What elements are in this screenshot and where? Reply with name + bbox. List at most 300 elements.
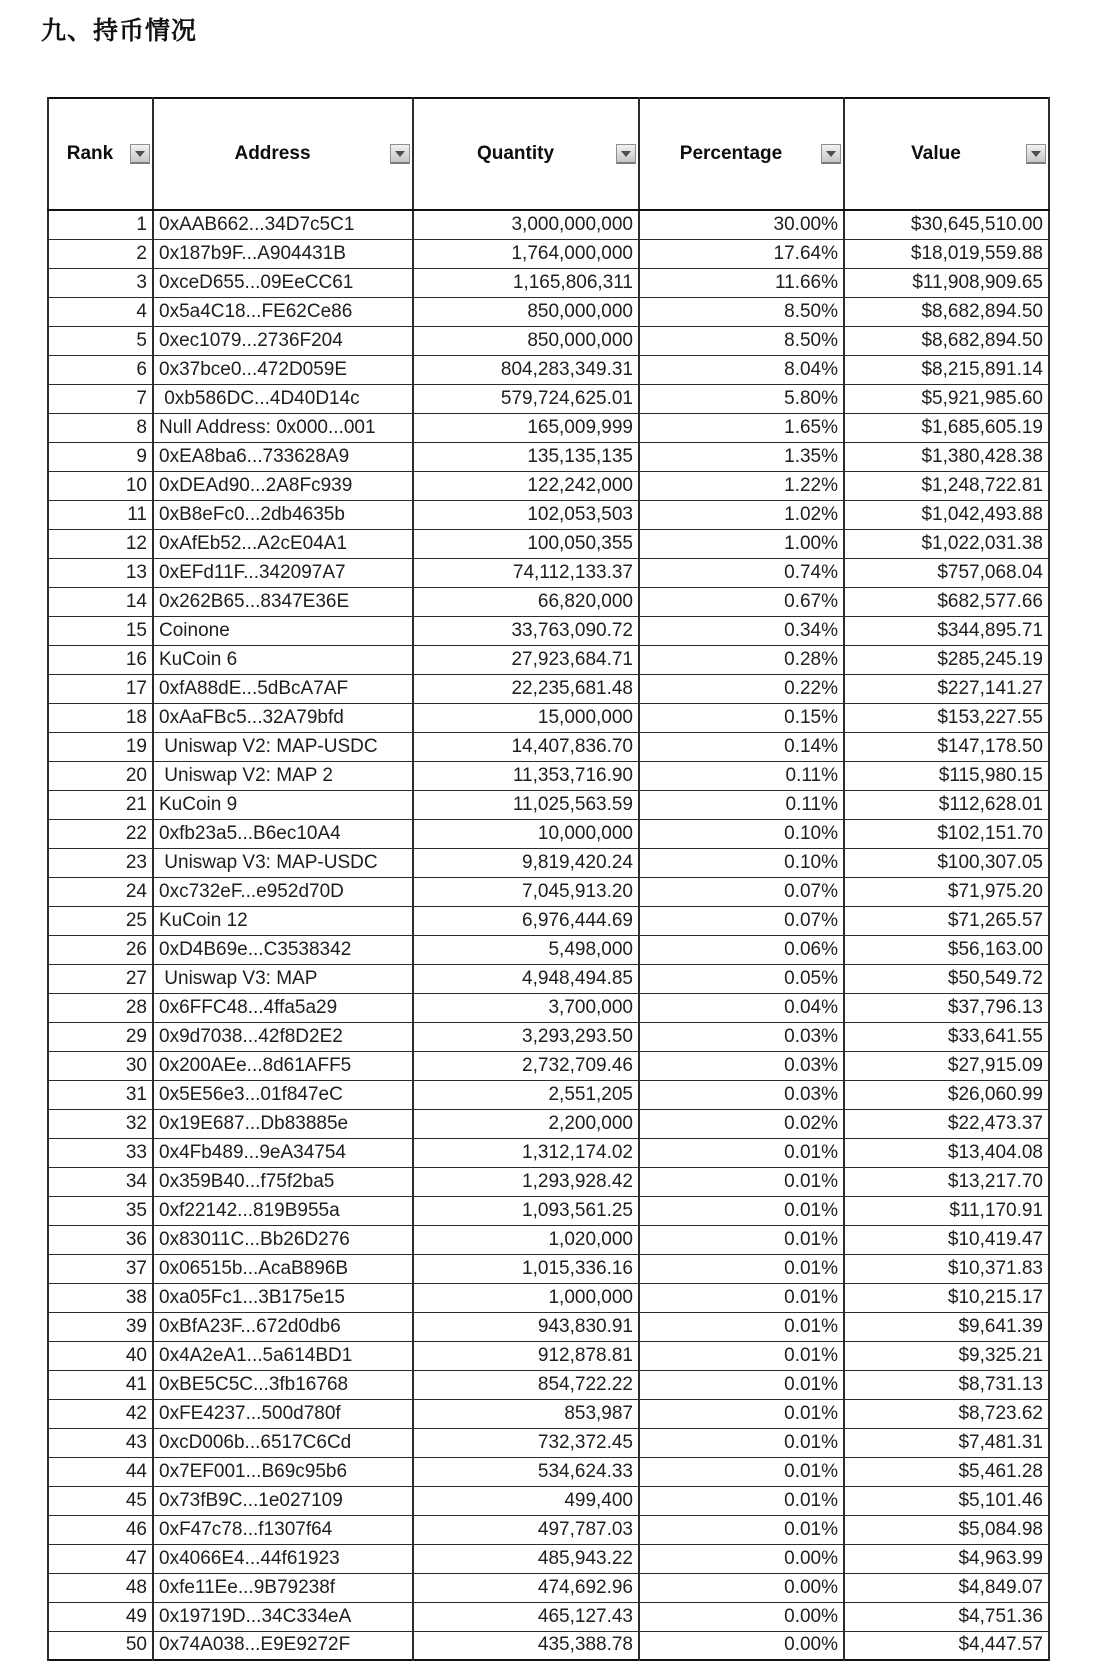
quantity-cell: 732,372.45 — [413, 1428, 639, 1457]
value-cell: $7,481.31 — [844, 1428, 1049, 1457]
value-cell: $8,682,894.50 — [844, 297, 1049, 326]
percentage-cell: 0.01% — [639, 1254, 844, 1283]
value-cell: $1,248,722.81 — [844, 471, 1049, 500]
rank-cell: 50 — [48, 1631, 153, 1660]
address-cell: Coinone — [153, 616, 413, 645]
address-cell: 0xa05Fc1...3B175e15 — [153, 1283, 413, 1312]
percentage-cell: 0.10% — [639, 848, 844, 877]
table-row — [48, 326, 1049, 355]
filter-dropdown-icon — [621, 151, 631, 157]
table-row — [48, 935, 1049, 964]
column-header-label: Address — [234, 143, 311, 164]
address-cell: Uniswap V2: MAP-USDC — [153, 732, 413, 761]
column-header-value — [844, 98, 1049, 210]
quantity-cell: 122,242,000 — [413, 471, 639, 500]
percentage-cell: 1.35% — [639, 442, 844, 471]
value-cell: $30,645,510.00 — [844, 210, 1049, 239]
rank-cell: 49 — [48, 1602, 153, 1631]
table-row — [48, 1225, 1049, 1254]
quantity-cell: 943,830.91 — [413, 1312, 639, 1341]
percentage-cell: 0.04% — [639, 993, 844, 1022]
address-cell: 0xfe11Ee...9B79238f — [153, 1573, 413, 1602]
quantity-cell: 2,200,000 — [413, 1109, 639, 1138]
rank-cell: 12 — [48, 529, 153, 558]
value-cell: $22,473.37 — [844, 1109, 1049, 1138]
quantity-cell: 1,312,174.02 — [413, 1138, 639, 1167]
rank-cell: 1 — [48, 210, 153, 239]
percentage-cell: 17.64% — [639, 239, 844, 268]
rank-cell: 33 — [48, 1138, 153, 1167]
value-cell: $757,068.04 — [844, 558, 1049, 587]
percentage-cell: 0.00% — [639, 1544, 844, 1573]
table-row — [48, 674, 1049, 703]
value-cell: $10,371.83 — [844, 1254, 1049, 1283]
value-cell: $11,170.91 — [844, 1196, 1049, 1225]
rank-cell: 6 — [48, 355, 153, 384]
rank-cell: 10 — [48, 471, 153, 500]
rank-cell: 43 — [48, 1428, 153, 1457]
quantity-cell: 534,624.33 — [413, 1457, 639, 1486]
value-cell: $71,975.20 — [844, 877, 1049, 906]
value-cell: $5,084.98 — [844, 1515, 1049, 1544]
percentage-cell: 0.00% — [639, 1573, 844, 1602]
quantity-cell: 15,000,000 — [413, 703, 639, 732]
rank-cell: 27 — [48, 964, 153, 993]
column-header-label: Value — [911, 143, 961, 164]
table-row — [48, 1109, 1049, 1138]
rank-cell: 21 — [48, 790, 153, 819]
quantity-cell: 804,283,349.31 — [413, 355, 639, 384]
value-cell: $27,915.09 — [844, 1051, 1049, 1080]
rank-cell: 4 — [48, 297, 153, 326]
table-row — [48, 1486, 1049, 1515]
address-cell: 0x83011C...Bb26D276 — [153, 1225, 413, 1254]
quantity-cell: 6,976,444.69 — [413, 906, 639, 935]
address-cell: KuCoin 12 — [153, 906, 413, 935]
percentage-cell: 0.07% — [639, 877, 844, 906]
percentage-cell: 11.66% — [639, 268, 844, 297]
rank-cell: 38 — [48, 1283, 153, 1312]
address-cell: 0x7EF001...B69c95b6 — [153, 1457, 413, 1486]
table-row — [48, 1167, 1049, 1196]
page-title: 九、持币情况 — [41, 17, 198, 45]
address-cell: Uniswap V2: MAP 2 — [153, 761, 413, 790]
quantity-cell: 102,053,503 — [413, 500, 639, 529]
quantity-cell: 465,127.43 — [413, 1602, 639, 1631]
percentage-cell: 0.01% — [639, 1341, 844, 1370]
address-cell: 0xD4B69e...C3538342 — [153, 935, 413, 964]
address-cell: KuCoin 6 — [153, 645, 413, 674]
address-cell: 0x5a4C18...FE62Ce86 — [153, 297, 413, 326]
table-row — [48, 1341, 1049, 1370]
value-cell: $10,215.17 — [844, 1283, 1049, 1312]
table-row — [48, 1080, 1049, 1109]
address-cell: 0x9d7038...42f8D2E2 — [153, 1022, 413, 1051]
percentage-cell: 8.50% — [639, 326, 844, 355]
value-cell: $227,141.27 — [844, 674, 1049, 703]
quantity-cell: 11,025,563.59 — [413, 790, 639, 819]
rank-cell: 13 — [48, 558, 153, 587]
rank-cell: 45 — [48, 1486, 153, 1515]
value-cell: $26,060.99 — [844, 1080, 1049, 1109]
filter-button-address[interactable] — [390, 144, 410, 164]
quantity-cell: 165,009,999 — [413, 413, 639, 442]
percentage-cell: 0.00% — [639, 1631, 844, 1660]
address-cell: 0xfb23a5...B6ec10A4 — [153, 819, 413, 848]
table-row — [48, 297, 1049, 326]
value-cell: $1,685,605.19 — [844, 413, 1049, 442]
quantity-cell: 435,388.78 — [413, 1631, 639, 1660]
address-cell: 0xBfA23F...672d0db6 — [153, 1312, 413, 1341]
percentage-cell: 0.02% — [639, 1109, 844, 1138]
percentage-cell: 0.11% — [639, 761, 844, 790]
value-cell: $71,265.57 — [844, 906, 1049, 935]
table-row — [48, 732, 1049, 761]
rank-cell: 7 — [48, 384, 153, 413]
holders-table-body — [48, 210, 1049, 1660]
quantity-cell: 853,987 — [413, 1399, 639, 1428]
value-cell: $5,921,985.60 — [844, 384, 1049, 413]
quantity-cell: 9,819,420.24 — [413, 848, 639, 877]
rank-cell: 31 — [48, 1080, 153, 1109]
quantity-cell: 1,764,000,000 — [413, 239, 639, 268]
table-row — [48, 1312, 1049, 1341]
table-row — [48, 384, 1049, 413]
quantity-cell: 850,000,000 — [413, 326, 639, 355]
percentage-cell: 0.01% — [639, 1428, 844, 1457]
percentage-cell: 1.02% — [639, 500, 844, 529]
quantity-cell: 485,943.22 — [413, 1544, 639, 1573]
column-header-percentage — [639, 98, 844, 210]
value-cell: $1,380,428.38 — [844, 442, 1049, 471]
address-cell: 0x73fB9C...1e027109 — [153, 1486, 413, 1515]
quantity-cell: 1,015,336.16 — [413, 1254, 639, 1283]
address-cell: 0xAaFBc5...32A79bfd — [153, 703, 413, 732]
percentage-cell: 0.01% — [639, 1225, 844, 1254]
rank-cell: 15 — [48, 616, 153, 645]
table-row — [48, 616, 1049, 645]
value-cell: $9,641.39 — [844, 1312, 1049, 1341]
quantity-cell: 22,235,681.48 — [413, 674, 639, 703]
quantity-cell: 2,732,709.46 — [413, 1051, 639, 1080]
address-cell: 0x187b9F...A904431B — [153, 239, 413, 268]
address-cell: 0x19719D...34C334eA — [153, 1602, 413, 1631]
table-row — [48, 1602, 1049, 1631]
table-row — [48, 1283, 1049, 1312]
rank-cell: 28 — [48, 993, 153, 1022]
address-cell: 0xBE5C5C...3fb16768 — [153, 1370, 413, 1399]
table-row — [48, 877, 1049, 906]
quantity-cell: 11,353,716.90 — [413, 761, 639, 790]
rank-cell: 23 — [48, 848, 153, 877]
percentage-cell: 0.67% — [639, 587, 844, 616]
percentage-cell: 30.00% — [639, 210, 844, 239]
address-cell: 0xec1079...2736F204 — [153, 326, 413, 355]
address-cell: 0xAfEb52...A2cE04A1 — [153, 529, 413, 558]
value-cell: $153,227.55 — [844, 703, 1049, 732]
rank-cell: 37 — [48, 1254, 153, 1283]
address-cell: 0xc732eF...e952d70D — [153, 877, 413, 906]
percentage-cell: 0.01% — [639, 1312, 844, 1341]
percentage-cell: 1.65% — [639, 413, 844, 442]
table-row — [48, 587, 1049, 616]
column-header-label: Rank — [66, 143, 114, 164]
quantity-cell: 912,878.81 — [413, 1341, 639, 1370]
rank-cell: 30 — [48, 1051, 153, 1080]
table-row — [48, 471, 1049, 500]
rank-cell: 24 — [48, 877, 153, 906]
percentage-cell: 0.05% — [639, 964, 844, 993]
address-cell: Uniswap V3: MAP — [153, 964, 413, 993]
rank-cell: 14 — [48, 587, 153, 616]
address-cell: 0x5E56e3...01f847eC — [153, 1080, 413, 1109]
table-row — [48, 1399, 1049, 1428]
quantity-cell: 4,948,494.85 — [413, 964, 639, 993]
percentage-cell: 0.11% — [639, 790, 844, 819]
address-cell: 0xAAB662...34D7c5C1 — [153, 210, 413, 239]
percentage-cell: 1.00% — [639, 529, 844, 558]
rank-cell: 17 — [48, 674, 153, 703]
column-header-rank — [48, 98, 153, 210]
table-row — [48, 848, 1049, 877]
address-cell: 0x4066E4...44f61923 — [153, 1544, 413, 1573]
address-cell: 0x6FFC48...4ffa5a29 — [153, 993, 413, 1022]
percentage-cell: 0.15% — [639, 703, 844, 732]
address-cell: 0xEFd11F...342097A7 — [153, 558, 413, 587]
table-row — [48, 413, 1049, 442]
percentage-cell: 0.03% — [639, 1080, 844, 1109]
header-row — [48, 98, 1049, 210]
filter-dropdown-icon — [826, 151, 836, 157]
address-cell: 0x359B40...f75f2ba5 — [153, 1167, 413, 1196]
table-row — [48, 1370, 1049, 1399]
table-row — [48, 529, 1049, 558]
quantity-cell: 1,093,561.25 — [413, 1196, 639, 1225]
quantity-cell: 10,000,000 — [413, 819, 639, 848]
percentage-cell: 0.03% — [639, 1051, 844, 1080]
percentage-cell: 0.01% — [639, 1370, 844, 1399]
filter-button-quantity[interactable] — [616, 144, 636, 164]
percentage-cell: 0.14% — [639, 732, 844, 761]
percentage-cell: 0.01% — [639, 1138, 844, 1167]
table-row — [48, 558, 1049, 587]
table-row — [48, 442, 1049, 471]
quantity-cell: 66,820,000 — [413, 587, 639, 616]
percentage-cell: 0.06% — [639, 935, 844, 964]
address-cell: 0xB8eFc0...2db4635b — [153, 500, 413, 529]
address-cell: 0x06515b...AcaB896B — [153, 1254, 413, 1283]
quantity-cell: 3,293,293.50 — [413, 1022, 639, 1051]
value-cell: $9,325.21 — [844, 1341, 1049, 1370]
quantity-cell: 1,000,000 — [413, 1283, 639, 1312]
percentage-cell: 0.34% — [639, 616, 844, 645]
column-header-quantity — [413, 98, 639, 210]
table-row — [48, 1138, 1049, 1167]
quantity-cell: 27,923,684.71 — [413, 645, 639, 674]
rank-cell: 25 — [48, 906, 153, 935]
rank-cell: 46 — [48, 1515, 153, 1544]
address-cell: 0xb586DC...4D40D14c — [153, 384, 413, 413]
address-cell: 0xDEAd90...2A8Fc939 — [153, 471, 413, 500]
quantity-cell: 3,700,000 — [413, 993, 639, 1022]
quantity-cell: 474,692.96 — [413, 1573, 639, 1602]
rank-cell: 11 — [48, 500, 153, 529]
table-row — [48, 819, 1049, 848]
table-row — [48, 500, 1049, 529]
value-cell: $4,963.99 — [844, 1544, 1049, 1573]
rank-cell: 42 — [48, 1399, 153, 1428]
value-cell: $13,404.08 — [844, 1138, 1049, 1167]
table-row — [48, 761, 1049, 790]
address-cell: 0xceD655...09EeCC61 — [153, 268, 413, 297]
address-cell: 0xF47c78...f1307f64 — [153, 1515, 413, 1544]
address-cell: KuCoin 9 — [153, 790, 413, 819]
rank-cell: 19 — [48, 732, 153, 761]
rank-cell: 40 — [48, 1341, 153, 1370]
value-cell: $4,751.36 — [844, 1602, 1049, 1631]
percentage-cell: 8.50% — [639, 297, 844, 326]
value-cell: $5,101.46 — [844, 1486, 1049, 1515]
rank-cell: 47 — [48, 1544, 153, 1573]
rank-cell: 29 — [48, 1022, 153, 1051]
percentage-cell: 0.01% — [639, 1167, 844, 1196]
percentage-cell: 8.04% — [639, 355, 844, 384]
table-row — [48, 1051, 1049, 1080]
value-cell: $1,042,493.88 — [844, 500, 1049, 529]
rank-cell: 44 — [48, 1457, 153, 1486]
table-row — [48, 1573, 1049, 1602]
rank-cell: 9 — [48, 442, 153, 471]
table-row — [48, 993, 1049, 1022]
value-cell: $37,796.13 — [844, 993, 1049, 1022]
percentage-cell: 0.10% — [639, 819, 844, 848]
table-row — [48, 1022, 1049, 1051]
filter-button-rank[interactable] — [130, 144, 150, 164]
quantity-cell: 497,787.03 — [413, 1515, 639, 1544]
quantity-cell: 579,724,625.01 — [413, 384, 639, 413]
value-cell: $18,019,559.88 — [844, 239, 1049, 268]
table-row — [48, 703, 1049, 732]
table-row — [48, 239, 1049, 268]
table-row — [48, 790, 1049, 819]
value-cell: $112,628.01 — [844, 790, 1049, 819]
filter-dropdown-icon — [135, 151, 145, 157]
holders-table — [47, 97, 1050, 1661]
address-cell: Null Address: 0x000...001 — [153, 413, 413, 442]
value-cell: $115,980.15 — [844, 761, 1049, 790]
percentage-cell: 0.07% — [639, 906, 844, 935]
value-cell: $147,178.50 — [844, 732, 1049, 761]
percentage-cell: 0.01% — [639, 1457, 844, 1486]
table-row — [48, 355, 1049, 384]
rank-cell: 18 — [48, 703, 153, 732]
table-row — [48, 1196, 1049, 1225]
address-cell: 0x4A2eA1...5a614BD1 — [153, 1341, 413, 1370]
quantity-cell: 854,722.22 — [413, 1370, 639, 1399]
quantity-cell: 74,112,133.37 — [413, 558, 639, 587]
address-cell: 0x19E687...Db83885e — [153, 1109, 413, 1138]
value-cell: $5,461.28 — [844, 1457, 1049, 1486]
percentage-cell: 0.01% — [639, 1196, 844, 1225]
value-cell: $682,577.66 — [844, 587, 1049, 616]
table-row — [48, 1544, 1049, 1573]
percentage-cell: 0.00% — [639, 1602, 844, 1631]
address-cell: 0x37bce0...472D059E — [153, 355, 413, 384]
value-cell: $100,307.05 — [844, 848, 1049, 877]
rank-cell: 5 — [48, 326, 153, 355]
rank-cell: 26 — [48, 935, 153, 964]
percentage-cell: 0.28% — [639, 645, 844, 674]
percentage-cell: 0.01% — [639, 1283, 844, 1312]
rank-cell: 39 — [48, 1312, 153, 1341]
value-cell: $8,731.13 — [844, 1370, 1049, 1399]
column-header-label: Quantity — [476, 143, 555, 164]
value-cell: $33,641.55 — [844, 1022, 1049, 1051]
address-cell: 0xEA8ba6...733628A9 — [153, 442, 413, 471]
value-cell: $8,723.62 — [844, 1399, 1049, 1428]
percentage-cell: 0.01% — [639, 1515, 844, 1544]
rank-cell: 8 — [48, 413, 153, 442]
quantity-cell: 3,000,000,000 — [413, 210, 639, 239]
value-cell: $8,215,891.14 — [844, 355, 1049, 384]
filter-dropdown-icon — [1031, 151, 1041, 157]
address-cell: 0x4Fb489...9eA34754 — [153, 1138, 413, 1167]
rank-cell: 22 — [48, 819, 153, 848]
quantity-cell: 2,551,205 — [413, 1080, 639, 1109]
rank-cell: 20 — [48, 761, 153, 790]
percentage-cell: 0.22% — [639, 674, 844, 703]
value-cell: $1,022,031.38 — [844, 529, 1049, 558]
percentage-cell: 0.03% — [639, 1022, 844, 1051]
value-cell: $8,682,894.50 — [844, 326, 1049, 355]
table-row — [48, 1631, 1049, 1660]
quantity-cell: 1,293,928.42 — [413, 1167, 639, 1196]
quantity-cell: 1,020,000 — [413, 1225, 639, 1254]
quantity-cell: 135,135,135 — [413, 442, 639, 471]
address-cell: 0x262B65...8347E36E — [153, 587, 413, 616]
address-cell: 0xcD006b...6517C6Cd — [153, 1428, 413, 1457]
filter-button-value[interactable] — [1026, 144, 1046, 164]
quantity-cell: 33,763,090.72 — [413, 616, 639, 645]
value-cell: $11,908,909.65 — [844, 268, 1049, 297]
value-cell: $4,849.07 — [844, 1573, 1049, 1602]
value-cell: $102,151.70 — [844, 819, 1049, 848]
quantity-cell: 100,050,355 — [413, 529, 639, 558]
percentage-cell: 0.01% — [639, 1486, 844, 1515]
column-header-label: Percentage — [679, 143, 783, 164]
value-cell: $50,549.72 — [844, 964, 1049, 993]
rank-cell: 34 — [48, 1167, 153, 1196]
value-cell: $4,447.57 — [844, 1631, 1049, 1660]
filter-button-percentage[interactable] — [821, 144, 841, 164]
table-row — [48, 906, 1049, 935]
rank-cell: 32 — [48, 1109, 153, 1138]
rank-cell: 41 — [48, 1370, 153, 1399]
table-row — [48, 268, 1049, 297]
address-cell: 0x74A038...E9E9272F — [153, 1631, 413, 1660]
table-row — [48, 1254, 1049, 1283]
table-row — [48, 964, 1049, 993]
table-row — [48, 210, 1049, 239]
quantity-cell: 850,000,000 — [413, 297, 639, 326]
rank-cell: 2 — [48, 239, 153, 268]
rank-cell: 3 — [48, 268, 153, 297]
quantity-cell: 14,407,836.70 — [413, 732, 639, 761]
quantity-cell: 499,400 — [413, 1486, 639, 1515]
rank-cell: 16 — [48, 645, 153, 674]
percentage-cell: 0.74% — [639, 558, 844, 587]
value-cell: $285,245.19 — [844, 645, 1049, 674]
